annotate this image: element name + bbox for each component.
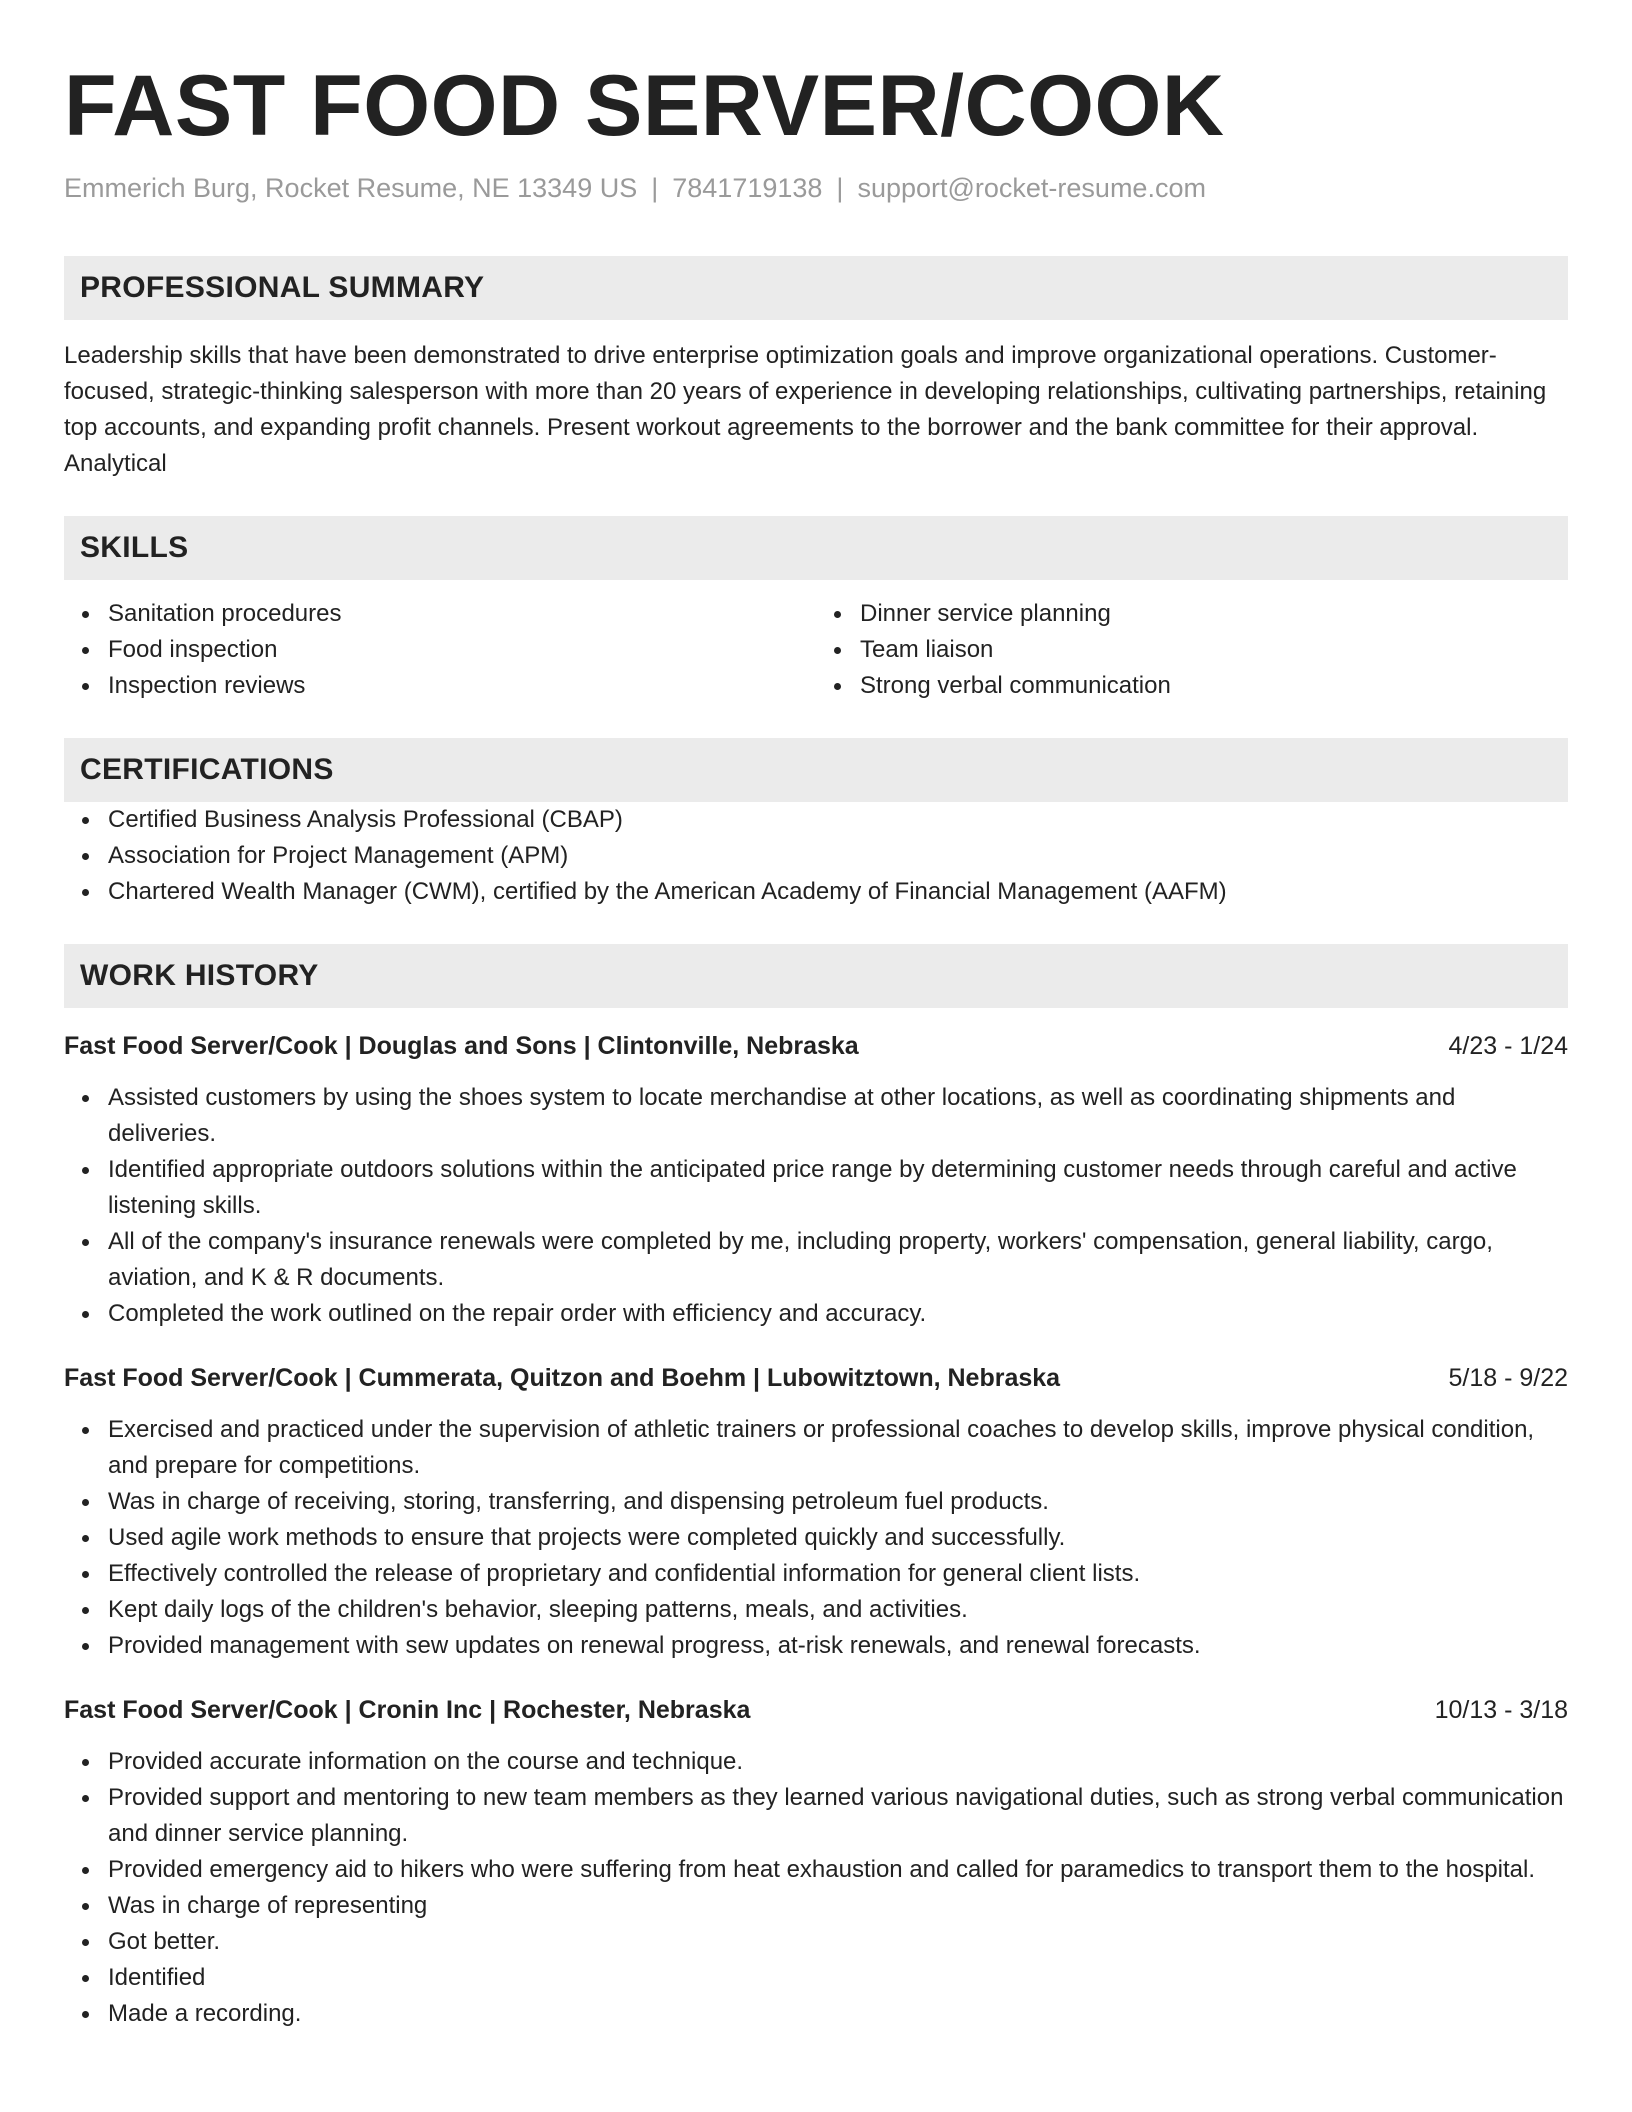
job-duty: Provided accurate information on the course and technique. bbox=[108, 1744, 1568, 1780]
work-history-section bbox=[64, 944, 1568, 2032]
job-duty: Assisted customers by using the shoes system to locate merchandise at other locations, as well as coordinating shipments and deliveries. bbox=[108, 1080, 1568, 1152]
job-duty: Provided support and mentoring to new team members as they learned various navigational duties, such as strong verbal communication and dinner service planning. bbox=[108, 1780, 1568, 1852]
job-duty: Effectively controlled the release of proprietary and confidential information for general client lists. bbox=[108, 1556, 1568, 1592]
certifications-heading: CERTIFICATIONS bbox=[64, 738, 1568, 802]
job-duty: Made a recording. bbox=[108, 1996, 1568, 2032]
job-duty: Used agile work methods to ensure that projects were completed quickly and successfully. bbox=[108, 1520, 1568, 1556]
skills-heading: SKILLS bbox=[64, 516, 1568, 580]
summary-heading: PROFESSIONAL SUMMARY bbox=[64, 256, 1568, 320]
skill-item: Inspection reviews bbox=[108, 668, 816, 704]
certification-item: Certified Business Analysis Professional (CBAP) bbox=[108, 802, 1568, 838]
certification-item: Chartered Wealth Manager (CWM), certified by the American Academy of Financial Management (AAFM) bbox=[108, 874, 1568, 910]
skills-list bbox=[64, 596, 816, 704]
job-duty: All of the company's insurance renewals were completed by me, including property, workers' compensation, general liability, cargo, aviation, and K & R documents. bbox=[108, 1224, 1568, 1296]
job-title: Fast Food Server/Cook | Cronin Inc | Rochester, Nebraska bbox=[64, 1696, 751, 1724]
job-duty: Was in charge of representing bbox=[108, 1888, 1568, 1924]
skills-list bbox=[816, 596, 1568, 704]
job-title: Fast Food Server/Cook | Cummerata, Quitzon and Boehm | Lubowitztown, Nebraska bbox=[64, 1364, 1061, 1392]
contact-line bbox=[64, 170, 1568, 206]
job-dates: 4/23 - 1/24 bbox=[1448, 1032, 1568, 1060]
job-title: Fast Food Server/Cook | Douglas and Sons | Clintonville, Nebraska bbox=[64, 1032, 859, 1060]
job-entry bbox=[64, 1360, 1568, 1664]
skills-column-left bbox=[64, 596, 816, 704]
certifications-list bbox=[64, 802, 1568, 910]
contact-separator: | bbox=[836, 173, 844, 203]
skills-column-right bbox=[816, 596, 1568, 704]
contact-phone: 7841719138 bbox=[672, 173, 823, 203]
job-header bbox=[64, 1360, 1568, 1396]
skills-section bbox=[64, 516, 1568, 704]
job-duty: Provided management with sew updates on renewal progress, at-risk renewals, and renewal forecasts. bbox=[108, 1628, 1568, 1664]
skill-item: Strong verbal communication bbox=[860, 668, 1568, 704]
job-duty: Provided emergency aid to hikers who were suffering from heat exhaustion and called for paramedics to transport them to the hospital. bbox=[108, 1852, 1568, 1888]
job-header bbox=[64, 1692, 1568, 1728]
skill-item: Dinner service planning bbox=[860, 596, 1568, 632]
certification-item: Association for Project Management (APM) bbox=[108, 838, 1568, 874]
job-duties-list bbox=[64, 1080, 1568, 1332]
job-duty: Identified bbox=[108, 1960, 1568, 1996]
contact-email[interactable]: support@rocket-resume.com bbox=[857, 173, 1206, 203]
job-duty: Kept daily logs of the children's behavior, sleeping patterns, meals, and activities. bbox=[108, 1592, 1568, 1628]
work-history-heading: WORK HISTORY bbox=[64, 944, 1568, 1008]
job-dates: 5/18 - 9/22 bbox=[1448, 1364, 1568, 1392]
summary-section bbox=[64, 256, 1568, 482]
job-entry bbox=[64, 1028, 1568, 1332]
contact-address: Emmerich Burg, Rocket Resume, NE 13349 US bbox=[64, 173, 638, 203]
summary-text: Leadership skills that have been demonstrated to drive enterprise optimization goals and improve organizational operations. Customer-focused, strategic-thinking salesperson with more than 20 years of experience in developing relationships, cultivating partnerships, retaining top accounts, and expanding profit channels. Present workout agreements to the borrower and the bank committee for their approval. Analytical bbox=[64, 342, 1547, 477]
skill-item: Sanitation procedures bbox=[108, 596, 816, 632]
certifications-section bbox=[64, 738, 1568, 910]
job-duty: Was in charge of receiving, storing, transferring, and dispensing petroleum fuel products. bbox=[108, 1484, 1568, 1520]
skill-item: Team liaison bbox=[860, 632, 1568, 668]
job-dates: 10/13 - 3/18 bbox=[1434, 1696, 1568, 1724]
job-duty: Completed the work outlined on the repair order with efficiency and accuracy. bbox=[108, 1296, 1568, 1332]
job-duties-list bbox=[64, 1744, 1568, 2032]
job-entry bbox=[64, 1692, 1568, 2032]
skills-grid bbox=[64, 596, 1568, 704]
job-duty: Got better. bbox=[108, 1924, 1568, 1960]
job-duty: Identified appropriate outdoors solutions within the anticipated price range by determining customer needs through careful and active listening skills. bbox=[108, 1152, 1568, 1224]
job-header bbox=[64, 1028, 1568, 1064]
job-duty: Exercised and practiced under the supervision of athletic trainers or professional coaches to develop skills, improve physical condition, and prepare for competitions. bbox=[108, 1412, 1568, 1484]
skill-item: Food inspection bbox=[108, 632, 816, 668]
job-duties-list bbox=[64, 1412, 1568, 1664]
contact-separator: | bbox=[651, 173, 659, 203]
resume-title: FAST FOOD SERVER/COOK bbox=[64, 58, 1225, 154]
